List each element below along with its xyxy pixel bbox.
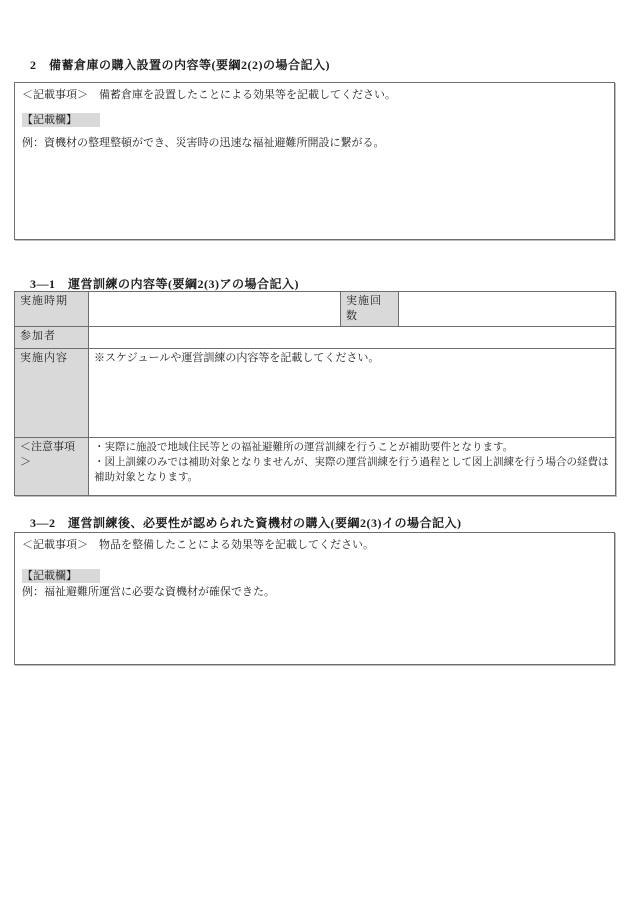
section2-instruction: ＜記載事項＞ 備蓄倉庫を設置したことによる効果等を記載してください。 bbox=[22, 89, 396, 101]
implementation-count-input-cell[interactable] bbox=[399, 292, 616, 327]
implementation-count-label: 実施回数 bbox=[341, 292, 399, 327]
section3-2-entry-label-row bbox=[22, 569, 607, 583]
participants-input-cell[interactable] bbox=[89, 327, 616, 349]
section3-2-entry-label: 【記載欄】 bbox=[22, 569, 100, 583]
section3-1-title: 3—1 運営訓練の内容等(要綱2(3)アの場合記入) bbox=[30, 277, 299, 291]
caution-items-label: ＜注意事項＞ bbox=[15, 438, 89, 496]
section2-entry-box[interactable] bbox=[14, 82, 615, 240]
implementation-content-label: 実施内容 bbox=[15, 349, 89, 438]
section3-2-instruction: ＜記載事項＞ 物品を整備したことによる効果等を記載してください。 bbox=[22, 539, 374, 551]
section3-2-example: 例：福祉避難所運営に必要な資機材が確保できた。 bbox=[22, 586, 275, 598]
participants-label: 参加者 bbox=[15, 327, 89, 349]
caution-note-1: ・実際に施設で地域住民等との福祉避難所の運営訓練を行うことが補助要件となります。 bbox=[94, 442, 514, 453]
implementation-period-label: 実施時期 bbox=[15, 292, 89, 327]
implementation-period-input-cell[interactable] bbox=[89, 292, 341, 327]
caution-note-2: ・図上訓練のみでは補助対象となりませんが、実際の運営訓練を行う過程として図上訓練を行う場合の経費は補助対象となります。 bbox=[94, 457, 609, 483]
implementation-content-input-cell[interactable]: ※スケジュールや運営訓練の内容等を記載してください。 bbox=[89, 349, 616, 438]
section2-title: 2 備蓄倉庫の購入設置の内容等(要綱2(2)の場合記入) bbox=[30, 58, 330, 72]
section2-entry-label-row bbox=[22, 113, 607, 127]
section2-entry-label: 【記載欄】 bbox=[22, 113, 100, 127]
training-details-table bbox=[14, 291, 616, 496]
section3-2-entry-box[interactable] bbox=[14, 532, 615, 665]
section2-example: 例：資機材の整理整頓ができ、災害時の迅速な福祉避難所開設に繋がる。 bbox=[22, 137, 385, 149]
section3-2-title: 3—2 運営訓練後、必要性が認められた資機材の購入(要綱2(3)イの場合記入) bbox=[30, 516, 462, 530]
caution-items-cell bbox=[89, 438, 616, 496]
